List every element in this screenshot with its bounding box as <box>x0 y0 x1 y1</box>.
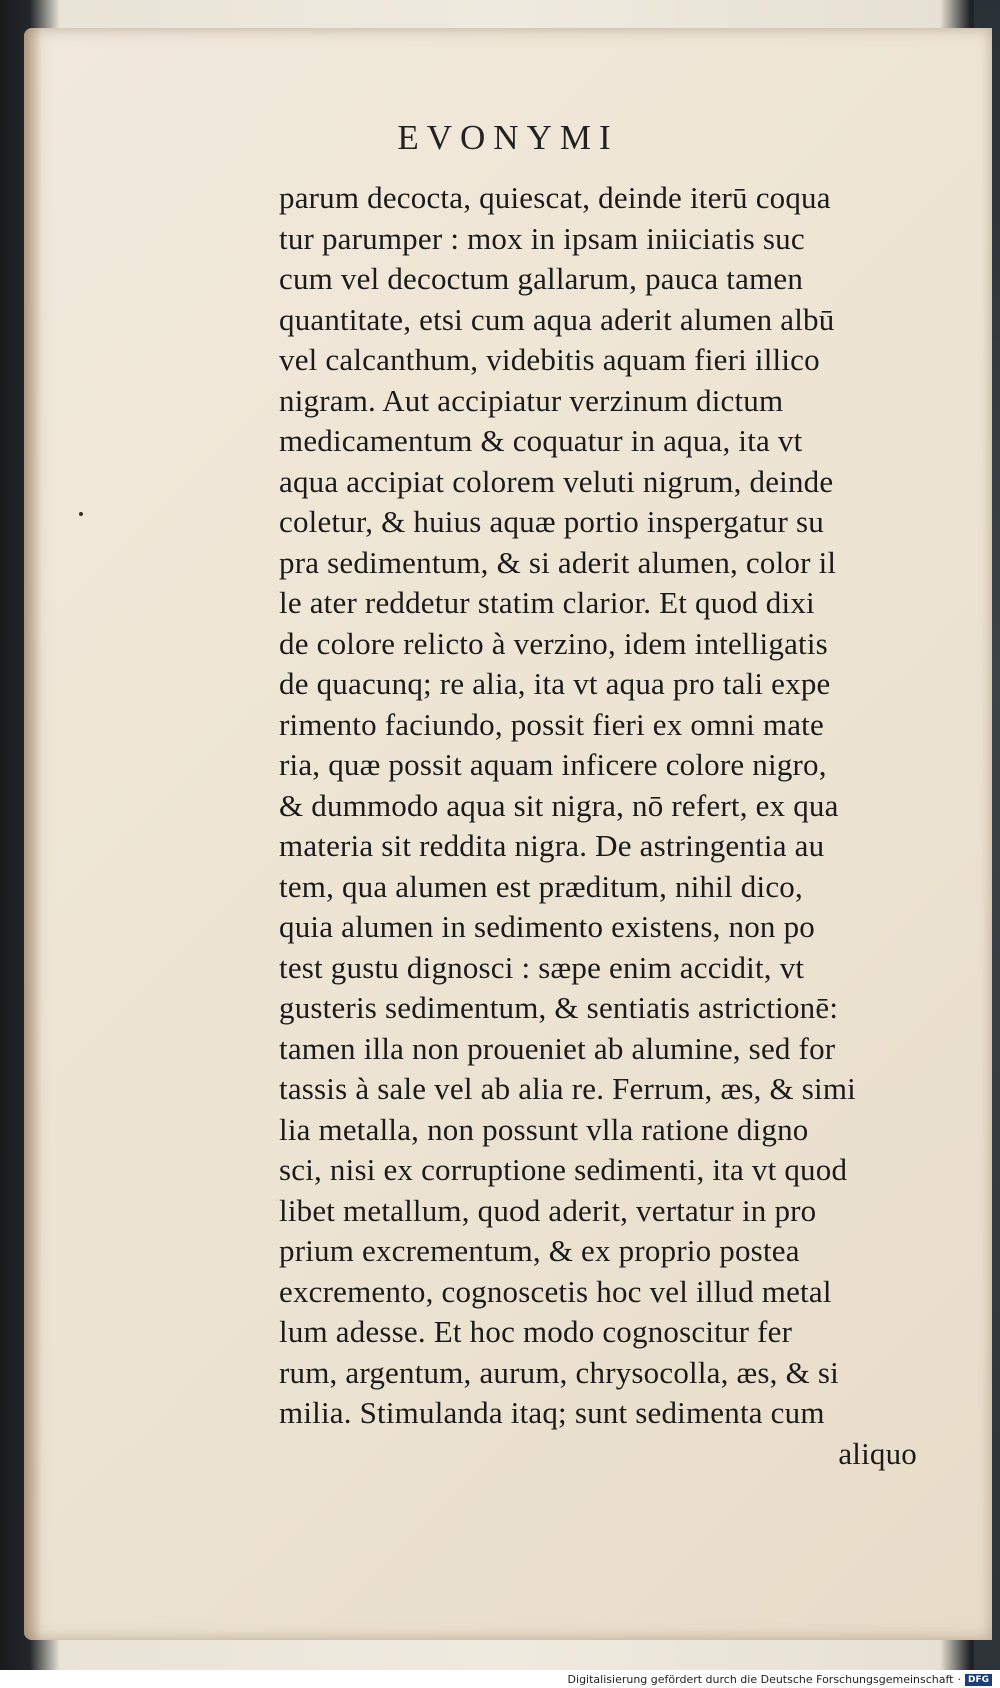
text-line-22: tamen illa non proueniet ab alumine, sed for <box>279 1030 836 1066</box>
text-line-13: de quacunq; re alia, ita vt aqua pro tali expe <box>279 666 831 701</box>
text-line-10: pra sedimentum, & si aderit alumen, color il <box>279 544 837 580</box>
text-line-18: tem, qua alumen est præditum, nihil dico, <box>279 868 803 904</box>
page-gutter-shadow <box>24 28 42 1640</box>
text-line-12: de colore relicto à verzino, idem intelligatis <box>279 625 828 661</box>
text-line-7: medicamentum & coquatur in aqua, ita vt <box>279 423 803 458</box>
text-line-1: parum decocta, quiescat, deinde iterū coqua <box>279 180 831 215</box>
text-line-5: vel calcanthum, videbitis aquam fieri illico <box>279 342 820 377</box>
book-page <box>24 28 992 1640</box>
text-line-28: excremento, cognoscetis hoc vel illud metal <box>279 1273 832 1309</box>
text-line-6: nigram. Aut accipiatur verzinum dictum <box>279 382 784 418</box>
text-line-14: rimento faciundo, possit fieri ex omni mate <box>279 706 824 742</box>
catchword: aliquo <box>838 1435 917 1471</box>
text-line-23: tassis à sale vel ab alia re. Ferrum, æs, & simi <box>279 1071 856 1106</box>
text-line-21: gusteris sedimentum, & sentiatis astrictionē: <box>279 990 839 1025</box>
funding-credit <box>568 1673 992 1686</box>
text-line-8: aqua accipiat colorem veluti nigrum, deinde <box>279 463 834 499</box>
text-line-31: milia. Stimulanda itaq; sunt sedimenta cum <box>279 1395 825 1430</box>
text-line-2: tur parumper : mox in ipsam iniiciatis suc <box>279 220 805 256</box>
text-line-3: cum vel decoctum gallarum, pauca tamen <box>279 261 804 296</box>
running-head: EVONYMI <box>397 118 619 157</box>
text-line-24: lia metalla, non possunt vlla ratione digno <box>279 1111 809 1147</box>
text-line-25: sci, nisi ex corruptione sedimenti, ita vt quod <box>279 1152 848 1187</box>
text-line-11: le ater reddetur statim clarior. Et quod dixi <box>279 585 815 620</box>
text-line-20: test gustu dignosci : sæpe enim accidit, vt <box>279 949 805 985</box>
body-text <box>279 178 959 1474</box>
funding-credit-text: Digitalisierung gefördert durch die Deutsche Forschungsgemeinschaft <box>567 1673 954 1686</box>
footer-bar <box>0 1670 1000 1688</box>
dfg-logo-icon: DFG <box>965 1674 992 1686</box>
text-line-19: quia alumen in sedimento existens, non po <box>279 909 815 944</box>
text-line-17: materia sit reddita nigra. De astringentia au <box>279 828 825 863</box>
text-line-16: & dummodo aqua sit nigra, nō refert, ex qua <box>279 787 839 823</box>
text-line-9: coletur, & huius aquæ portio inspergatur su <box>279 504 824 539</box>
ink-speck <box>79 512 83 516</box>
text-line-27: prium excrementum, & ex proprio postea <box>279 1233 800 1268</box>
separator-dot: · <box>957 1673 961 1686</box>
text-line-4: quantitate, etsi cum aqua aderit alumen albū <box>279 301 835 337</box>
text-line-26: libet metallum, quod aderit, vertatur in pro <box>279 1192 817 1228</box>
text-line-29: lum adesse. Et hoc modo cognoscitur fer <box>279 1314 793 1349</box>
text-line-30: rum, argentum, aurum, chrysocolla, æs, & si <box>279 1354 839 1390</box>
text-line-15: ria, quæ possit aquam inficere colore nigro, <box>279 747 827 782</box>
